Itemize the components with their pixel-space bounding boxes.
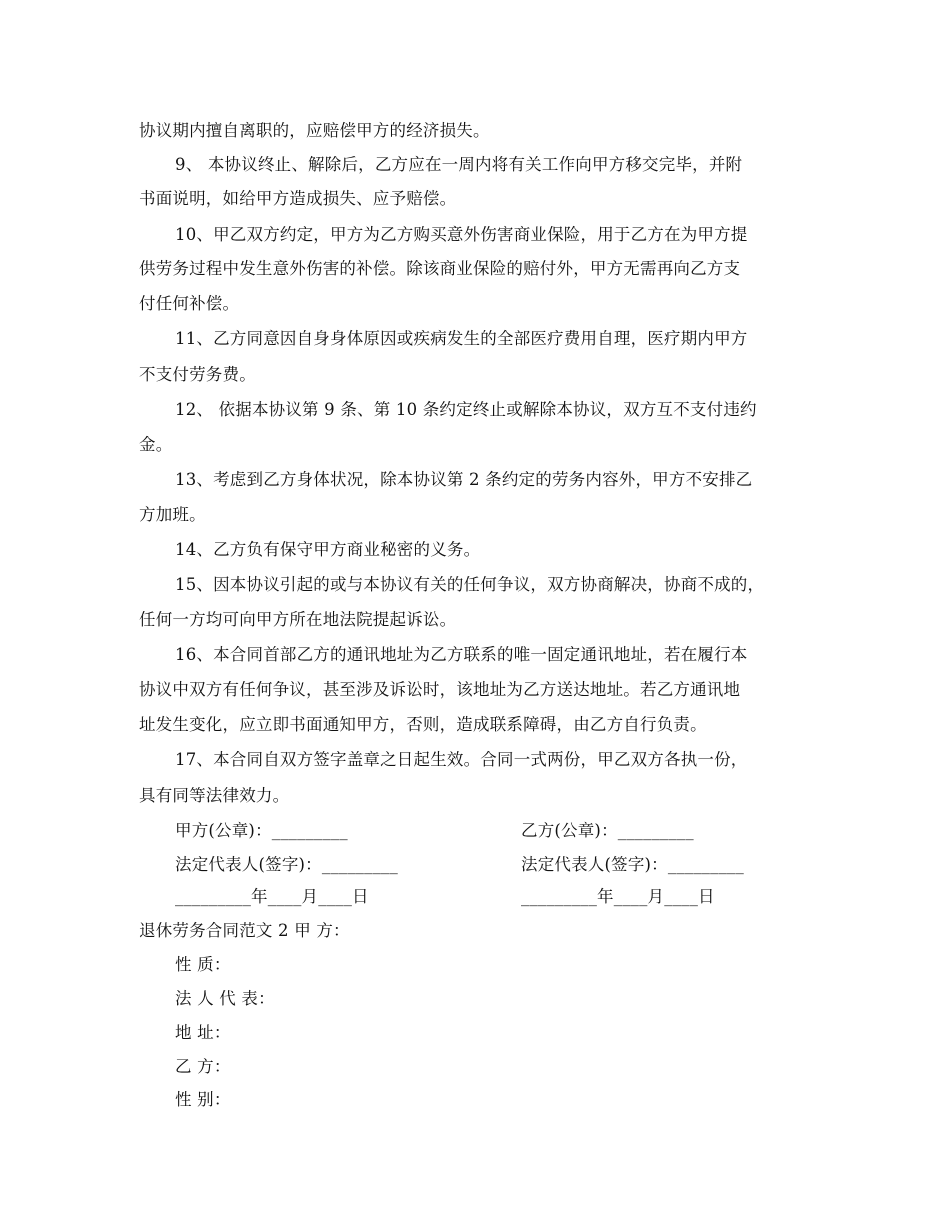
field-legal-representative: 法 人 代 表： <box>175 989 275 1008</box>
section-2-heading: 退休劳务合同范文 2 甲 方： <box>139 921 350 940</box>
clause-10: 10、甲乙双方约定，甲方为乙方购买意外伤害商业保险，用于乙方在为甲方提 <box>175 225 748 244</box>
text-line: 金。 <box>139 435 173 454</box>
party-b-representative: 法定代表人(签字)：_________ <box>521 855 744 874</box>
text-line: 不支付劳务费。 <box>139 365 256 384</box>
clause-17: 17、本合同自双方签字盖章之日起生效。合同一式两份，甲乙双方各执一份， <box>175 750 748 769</box>
text-line: 方加班。 <box>139 505 206 524</box>
clause-16: 16、本合同首部乙方的通讯地址为乙方联系的唯一固定通讯地址，若在履行本 <box>175 645 748 664</box>
field-party-b: 乙 方： <box>175 1057 231 1076</box>
clause-13: 13、考虑到乙方身体状况，除本协议第 2 条约定的劳务内容外，甲方不安排乙 <box>175 470 753 489</box>
text-line: 协议期内擅自离职的，应赔偿甲方的经济损失。 <box>139 121 490 140</box>
field-nature: 性 质： <box>175 955 231 974</box>
party-a-seal: 甲方(公章)：_________ <box>175 821 348 840</box>
text-line: 协议中双方有任何争议，甚至涉及诉讼时，该地址为乙方送达地址。若乙方通讯地 <box>139 680 741 699</box>
party-b-date: _________年____月____日 <box>521 887 715 906</box>
party-a-representative: 法定代表人(签字)：_________ <box>175 855 398 874</box>
clause-12: 12、 依据本协议第 9 条、第 10 条约定终止或解除本协议，双方互不支付违约 <box>175 400 757 419</box>
clause-9: 9、 本协议终止、解除后，乙方应在一周内将有关工作向甲方移交完毕，并附 <box>175 155 743 174</box>
clause-14: 14、乙方负有保守甲方商业秘密的义务。 <box>175 540 481 559</box>
field-gender: 性 别： <box>175 1090 231 1109</box>
text-line: 址发生变化，应立即书面通知甲方，否则，造成联系障碍，由乙方自行负责。 <box>139 715 707 734</box>
clause-11: 11、乙方同意因自身身体原因或疾病发生的全部医疗费用自理，医疗期内甲方 <box>175 329 748 348</box>
party-b-seal: 乙方(公章)：_________ <box>521 821 694 840</box>
party-a-date: _________年____月____日 <box>175 887 369 906</box>
text-line: 书面说明，如给甲方造成损失、应予赔偿。 <box>139 189 457 208</box>
text-line: 任何一方均可向甲方所在地法院提起诉讼。 <box>139 610 457 629</box>
clause-15: 15、因本协议引起的或与本协议有关的任何争议，双方协商解决，协商不成的， <box>175 575 765 594</box>
field-address: 地 址： <box>175 1023 231 1042</box>
text-line: 供劳务过程中发生意外伤害的补偿。除该商业保险的赔付外，甲方无需再向乙方支 <box>139 259 741 278</box>
text-line: 付任何补偿。 <box>139 294 240 313</box>
text-line: 具有同等法律效力。 <box>139 786 290 805</box>
